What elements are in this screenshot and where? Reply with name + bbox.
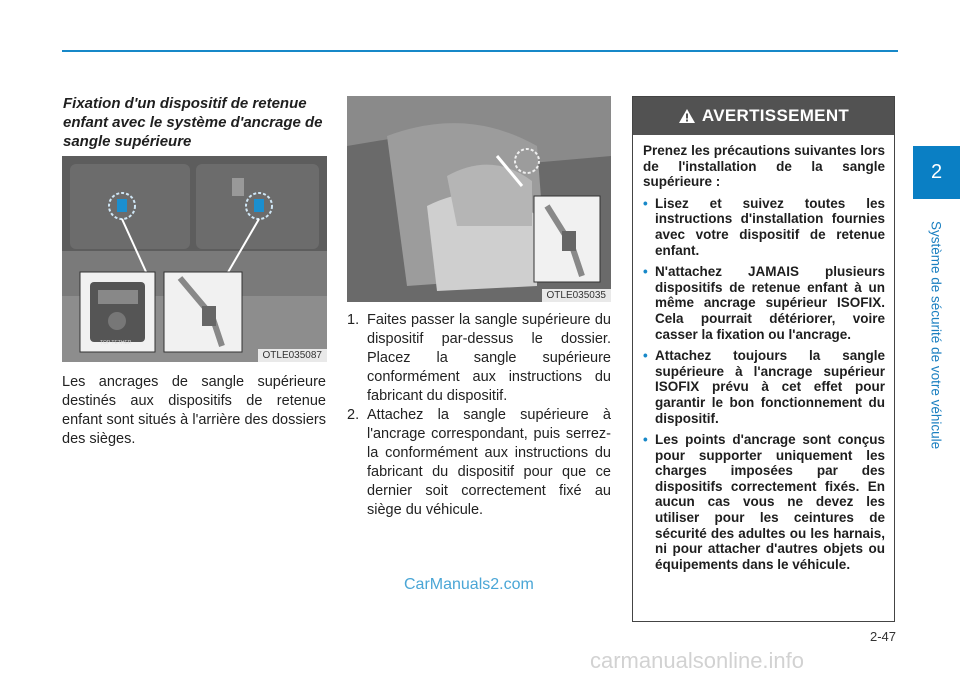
- warning-body: [633, 135, 894, 572]
- warning-item: [643, 348, 885, 426]
- cargo-area-illustration: [62, 156, 327, 362]
- figure-code: OTLE035087: [258, 349, 328, 362]
- section-title: Fixation d'un dispositif de retenue enfant avec le système d'ancrage de sangle supérieure: [63, 95, 323, 150]
- warning-item: [643, 432, 885, 572]
- chapter-title-text: Système de sécurité de votre véhicule: [928, 220, 944, 450]
- installation-steps: [347, 311, 611, 520]
- figure-tether-anchors: [62, 156, 327, 362]
- warning-item: [643, 264, 885, 342]
- warning-title: AVERTISSEMENT: [701, 106, 850, 125]
- anchor-location-paragraph: Les ancrages de sangle supérieure destinés aux dispositifs de retenue enfant sont situés à l'arrière des dossiers des sièges.: [62, 374, 326, 447]
- child-seat-illustration: [347, 96, 611, 302]
- step-text: Attachez la sangle supérieure à l'ancrage correspondant, puis serrez-la conformément aux instructions du fabricant du dispositif pour que ce dernier soit correctement fixé au siège du véhicule.: [367, 407, 611, 518]
- warning-box: [632, 96, 895, 622]
- chapter-number-tab: 2: [913, 146, 960, 199]
- step-number: 1.: [347, 312, 360, 328]
- bullet-icon: •: [643, 195, 648, 211]
- watermark-footer: carmanualsonline.info: [590, 648, 805, 673]
- bullet-icon: •: [643, 264, 648, 280]
- warning-header: [633, 97, 894, 135]
- warning-item-text: Attachez toujours la sangle supérieure à l'ancrage supérieur ISOFIX prévu à cet effet pour garantir le bon fonctionnement du dispositif.: [655, 348, 885, 426]
- header-rule: [62, 50, 898, 52]
- warning-item-text: N'attachez JAMAIS plusieurs dispositifs de retenue enfant à un même ancrage supérieur ISOFIX. Cela pourrait détériorer, voire casser la fixation ou l'ancrage.: [655, 264, 885, 342]
- step-2: [347, 406, 611, 520]
- figure-child-seat: [347, 96, 611, 302]
- page-number: 2-47: [869, 629, 896, 644]
- warning-item: [643, 196, 885, 258]
- watermark-link[interactable]: CarManuals2.com: [404, 576, 534, 593]
- warning-intro: Prenez les précautions suivantes lors de l'installation de la sangle supérieure :: [643, 143, 885, 190]
- warning-triangle-icon: [678, 108, 696, 124]
- step-text: Faites passer la sangle supérieure du dispositif par-dessus le dossier. Placez la sangle supérieure conformément aux instructions du fabricant du dispositif.: [367, 312, 611, 404]
- step-1: [347, 311, 611, 406]
- figure-label-top-tether: TOP TETHER: [100, 340, 132, 346]
- step-number: 2.: [347, 407, 360, 423]
- warning-item-text: Lisez et suivez toutes les instructions d'installation fournies avec votre dispositif de retenue enfant.: [655, 195, 885, 258]
- bullet-icon: •: [643, 348, 648, 364]
- figure-code: OTLE035035: [542, 289, 612, 302]
- warning-item-text: Les points d'ancrage sont conçus pour supporter uniquement les charges imposées par des dispositifs correctement fixés. En aucun cas vous ne devez les utiliser pour les ceintures de sécurité des adultes ou les harnais, ni pour attacher d'autres objets ou équipements dans le véhicule.: [655, 432, 885, 572]
- bullet-icon: •: [643, 432, 648, 448]
- chapter-title-vertical: [912, 205, 960, 465]
